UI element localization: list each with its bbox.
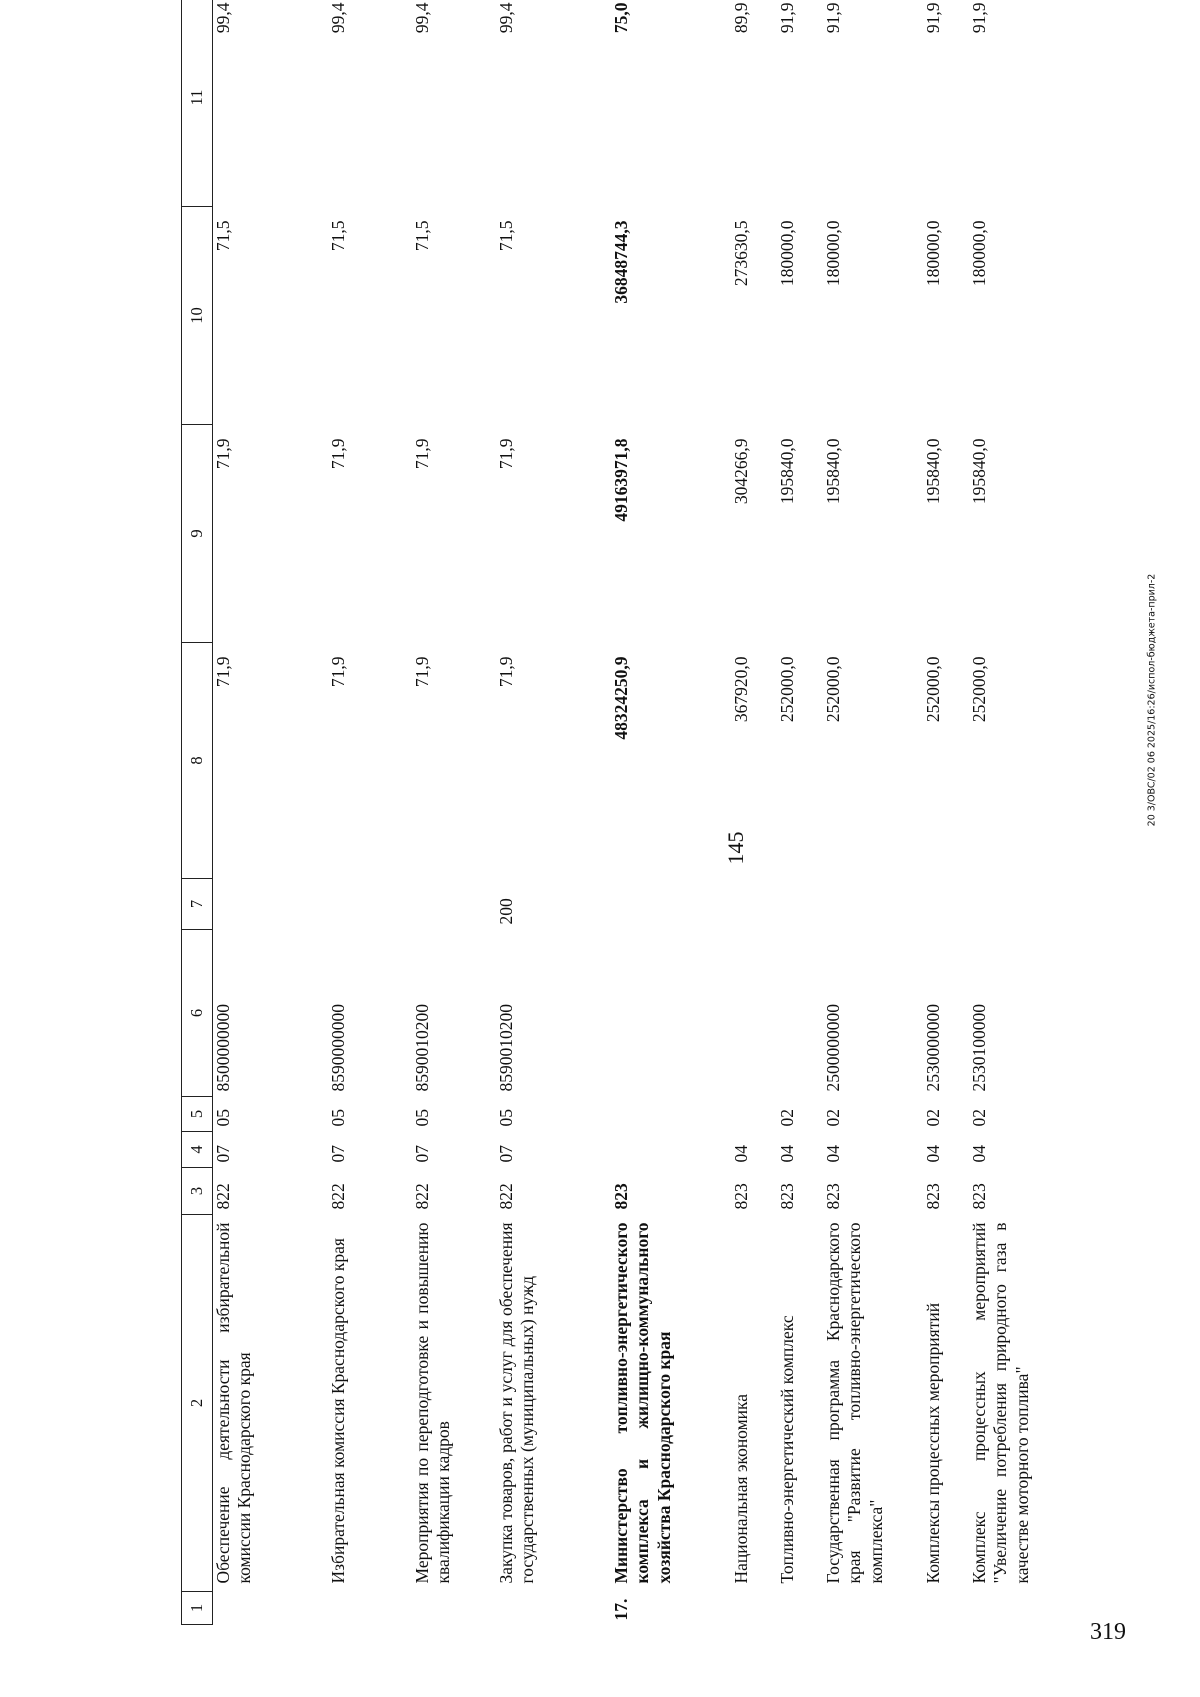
header-cell: 9 — [182, 425, 213, 643]
cell-code-4: 04 — [777, 1145, 797, 1163]
cell-value-11: 99,4 — [328, 2, 348, 34]
row-number — [965, 1592, 1065, 1625]
cell-code-3: 823 — [969, 1183, 989, 1210]
cell-code-6 — [607, 930, 727, 1097]
header-cell: 5 — [182, 1097, 213, 1132]
cell-value-11: 89,9 — [731, 2, 751, 34]
row-number — [819, 1592, 919, 1625]
row-number — [408, 1592, 492, 1625]
cell-value-8: 252000,0 — [969, 656, 989, 723]
row-number — [492, 1592, 607, 1625]
cell-code-3: 822 — [412, 1183, 432, 1210]
cell-code-7 — [607, 879, 727, 930]
header-cell: 1 — [182, 1592, 213, 1625]
cell-code-7 — [727, 879, 773, 930]
table-row — [819, 0, 919, 1625]
header-cell: 11 — [182, 0, 213, 207]
cell-code-7 — [324, 879, 408, 930]
cell-value-8: 71,9 — [496, 656, 516, 688]
table-row — [213, 0, 325, 1625]
page-number: 319 — [1090, 1619, 1126, 1645]
row-name: Избирательная комиссия Краснодарского края — [328, 1238, 348, 1584]
cell-code-5: 05 — [213, 1109, 233, 1127]
cell-value-10: 71,5 — [496, 220, 516, 252]
header-cell: 3 — [182, 1168, 213, 1215]
cell-value-8: 252000,0 — [777, 656, 797, 723]
header-row — [182, 0, 213, 1625]
cell-value-11: 91,9 — [777, 2, 797, 34]
cell-value-9: 195840,0 — [777, 438, 797, 505]
cell-value-10: 71,5 — [328, 220, 348, 252]
cell-value-9: 71,9 — [412, 438, 432, 470]
cell-value-10: 180000,0 — [923, 220, 943, 287]
cell-code-5 — [727, 1097, 773, 1132]
cell-value-9: 304266,9 — [731, 438, 751, 505]
cell-value-8: 48324250,9 — [611, 656, 631, 740]
cell-code-7 — [213, 879, 325, 930]
header-cell: 10 — [182, 207, 213, 425]
cell-code-3: 823 — [823, 1183, 843, 1210]
row-name: Министерство топливно-энергетического комплекса и жилищно-коммунального хозяйства Краснодарского края — [611, 1222, 674, 1584]
table-row — [324, 0, 408, 1625]
row-number — [324, 1592, 408, 1625]
table-row — [607, 0, 727, 1625]
table-row — [492, 0, 607, 1625]
row-name: Комплексы процессных мероприятий — [923, 1302, 943, 1584]
cell-code-6: 8590010200 — [496, 1004, 516, 1092]
cell-code-5: 02 — [823, 1109, 843, 1127]
cell-code-6: 2500000000 — [823, 1004, 843, 1092]
row-number — [919, 1592, 965, 1625]
cell-code-7: 200 — [496, 898, 516, 925]
table-row — [408, 0, 492, 1625]
cell-value-9: 49163971,8 — [611, 438, 631, 522]
cell-value-11: 91,9 — [969, 2, 989, 34]
header-cell: 2 — [182, 1215, 213, 1592]
table-row — [919, 0, 965, 1625]
cell-code-4: 04 — [823, 1145, 843, 1163]
row-name: Топливно-энергетический комплекс — [777, 1315, 797, 1584]
cell-value-8: 71,9 — [412, 656, 432, 688]
header-cell: 7 — [182, 879, 213, 930]
cell-code-7 — [819, 879, 919, 930]
cell-code-4: 04 — [731, 1145, 751, 1163]
row-name: Государственная программа Краснодарского края "Развитие топливно-энергетического комплекса" — [823, 1222, 886, 1584]
cell-code-3: 823 — [611, 1183, 631, 1210]
cell-code-4 — [607, 1132, 727, 1168]
cell-value-10: 180000,0 — [969, 220, 989, 287]
row-number — [727, 1592, 773, 1625]
cell-value-9: 71,9 — [213, 438, 233, 470]
cell-value-10: 36848744,3 — [611, 220, 631, 304]
cell-value-8: 367920,0 — [731, 656, 751, 723]
cell-code-5: 02 — [923, 1109, 943, 1127]
cell-value-8: 71,9 — [213, 656, 233, 688]
cell-code-6: 8590000000 — [328, 1004, 348, 1092]
cell-code-6: 8500000000 — [213, 1004, 233, 1092]
cell-code-7 — [773, 879, 819, 930]
table-row — [965, 0, 1065, 1625]
cell-value-10: 180000,0 — [777, 220, 797, 287]
cell-value-11: 75,0 — [611, 2, 631, 34]
cell-code-7 — [408, 879, 492, 930]
rotated-table-wrapper — [181, 0, 1032, 1625]
cell-value-9: 71,9 — [328, 438, 348, 470]
cell-value-11: 99,4 — [496, 2, 516, 34]
file-stamp: 20 3/OBC/02 06 2025/16:26/испол-бюджета-прил-2 — [1146, 573, 1158, 827]
cell-code-6 — [727, 930, 773, 1097]
row-name: Обеспечение деятельности избирательной комиссии Краснодарского края — [213, 1222, 255, 1584]
cell-code-4: 07 — [328, 1145, 348, 1163]
cell-code-3: 823 — [777, 1183, 797, 1210]
cell-code-7 — [965, 879, 1065, 930]
row-name: Комплекс процессных мероприятий "Увеличение потребления природного газа в качестве моторного топлива" — [969, 1222, 1032, 1584]
header-cell: 4 — [182, 1132, 213, 1168]
cell-code-6: 2530100000 — [969, 1004, 989, 1092]
cell-value-8: 252000,0 — [923, 656, 943, 723]
table-row — [773, 0, 819, 1625]
cell-value-10: 71,5 — [412, 220, 432, 252]
cell-code-3: 823 — [923, 1183, 943, 1210]
header-cell: 8 — [182, 643, 213, 879]
cell-code-5: 05 — [328, 1109, 348, 1127]
cell-value-11: 99,4 — [213, 2, 233, 34]
cell-code-6 — [773, 930, 819, 1097]
cell-code-5 — [607, 1097, 727, 1132]
cell-code-3: 822 — [328, 1183, 348, 1210]
sheet-number: 145 — [723, 831, 748, 865]
cell-code-5: 05 — [496, 1109, 516, 1127]
cell-value-8: 252000,0 — [823, 656, 843, 723]
cell-code-3: 823 — [731, 1183, 751, 1210]
cell-code-4: 07 — [412, 1145, 432, 1163]
budget-table — [181, 0, 1065, 1625]
cell-code-3: 822 — [496, 1183, 516, 1210]
cell-value-10: 180000,0 — [823, 220, 843, 287]
cell-value-11: 91,9 — [923, 2, 943, 34]
cell-code-6: 2530000000 — [923, 1004, 943, 1092]
cell-value-11: 99,4 — [412, 2, 432, 34]
row-number — [773, 1592, 819, 1625]
cell-value-9: 71,9 — [496, 438, 516, 470]
row-number — [213, 1592, 325, 1625]
cell-code-4: 04 — [923, 1145, 943, 1163]
row-name: Национальная экономика — [731, 1393, 751, 1584]
cell-value-11: 91,9 — [823, 2, 843, 34]
header-cell: 6 — [182, 930, 213, 1097]
cell-code-7 — [919, 879, 965, 930]
row-name: Закупка товаров, работ и услуг для обеспечения государственных (муниципальных) нужд — [496, 1222, 538, 1584]
cell-code-4: 07 — [213, 1145, 233, 1163]
row-name: Мероприятия по переподготовке и повышению квалификации кадров — [412, 1222, 454, 1584]
table-row — [727, 0, 773, 1625]
cell-value-9: 195840,0 — [823, 438, 843, 505]
cell-value-9: 195840,0 — [923, 438, 943, 505]
cell-code-3: 822 — [213, 1183, 233, 1210]
cell-code-5: 02 — [777, 1109, 797, 1127]
cell-code-5: 02 — [969, 1109, 989, 1127]
cell-code-6: 8590010200 — [412, 1004, 432, 1092]
cell-value-10: 273630,5 — [731, 220, 751, 287]
cell-code-4: 04 — [969, 1145, 989, 1163]
row-number: 17. — [611, 1598, 631, 1621]
cell-code-5: 05 — [412, 1109, 432, 1127]
cell-value-8: 71,9 — [328, 656, 348, 688]
cell-value-10: 71,5 — [213, 220, 233, 252]
cell-value-9: 195840,0 — [969, 438, 989, 505]
cell-code-4: 07 — [496, 1145, 516, 1163]
